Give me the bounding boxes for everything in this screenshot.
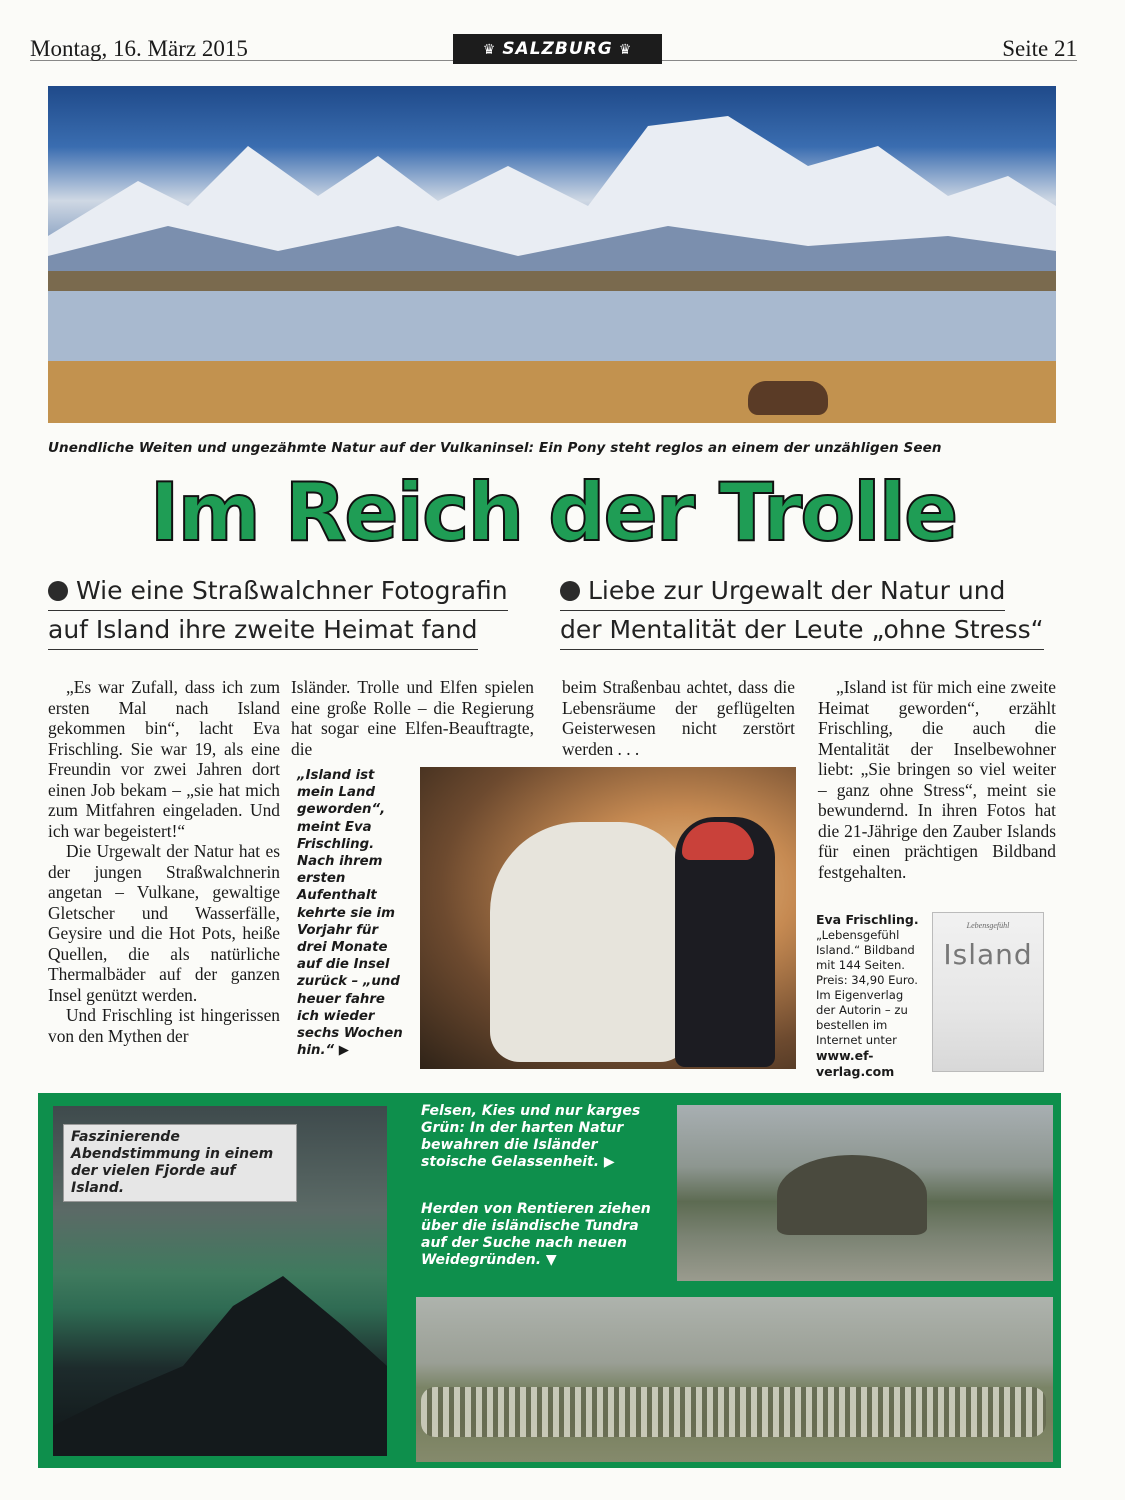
issue-date: Montag, 16. März 2015	[30, 36, 248, 61]
subhead-left-line1: Wie eine Straßwalchner Fotografin	[76, 576, 508, 605]
section-logo-text: SALZBURG	[502, 39, 613, 59]
paragraph: Die Urgewalt der Natur hat es der jungen Straßwalchnerin angetan – Vulkane, gewaltige Gletscher und Wasserfälle, Geysire und die Hot Pots, heiße Quellen, die als natürliche Thermalbäder auf der ganzen Insel genützt werden.	[48, 841, 280, 1005]
mountains-illustration	[48, 86, 1056, 423]
paragraph: Und Frischling ist hingerissen von den Mythen der	[48, 1005, 280, 1046]
photographer-with-horse-photo	[420, 767, 796, 1069]
rock-hill	[777, 1155, 927, 1235]
subhead-left	[48, 572, 543, 650]
bullet-icon	[48, 581, 68, 601]
book-cover-image	[932, 912, 1044, 1072]
subhead-right-line1: Liebe zur Urgewalt der Natur und	[588, 576, 1006, 605]
article-column-3	[562, 677, 795, 759]
subhead-right-line2: der Mentalität der Leute „ohne Stress“	[560, 615, 1044, 644]
book-author: Eva Frischling.	[816, 912, 919, 927]
paragraph: „Es war Zufall, dass ich zum ersten Mal nach Island gekommen bin“, lacht Eva Frischling. Sie war 19, als eine Freundin vor zwei Jahren dort einen Job bekam – „sie hat mich zum Mitfahren eingeladen. Und ich war begeistert!“	[48, 677, 280, 841]
article-column-2	[291, 677, 534, 759]
rocks-photo-caption: Felsen, Kies und nur karges Grün: In der harten Natur bewahren die Isländer stoische Gelassenheit. ▶	[421, 1103, 641, 1170]
headline: Im Reich der Trolle	[149, 466, 957, 559]
rocks-landscape-photo	[677, 1105, 1053, 1281]
paragraph: beim Straßenbau achtet, dass die Lebensräume der geflügelten Geisterwesen nicht zerstört werden . . .	[562, 677, 795, 759]
reindeer-herd	[421, 1387, 1046, 1437]
book-cover-subtitle: Lebensgefühl	[966, 921, 1010, 930]
article-column-4	[818, 677, 1056, 882]
reindeer-photo-caption: Herden von Rentieren ziehen über die isländische Tundra auf der Suche nach neuen Weidegründen. ▼	[421, 1201, 651, 1268]
bullet-icon	[560, 581, 580, 601]
article-column-1	[48, 677, 280, 1046]
book-info	[816, 912, 922, 1080]
paragraph: „Island ist für mich eine zweite Heimat geworden“, erzählt Frischling, die auch die Mentalität der Inselbewohner liebt: „Sie bringen so viel weiter – ganz ohne Stress“, meint sie bewundernd. In ihren Fotos hat die 21-Jährige den Zauber Islands für einen prächtigen Bildband festgehalten.	[818, 677, 1056, 882]
reindeer-herd-photo	[416, 1297, 1053, 1462]
white-horse	[490, 822, 690, 1062]
book-details: „Lebensgefühl Island.“ Bildband mit 144 Seiten. Preis: 34,90 Euro. Im Eigenverlag der Autorin – zu bestellen im Internet unter	[816, 928, 918, 1047]
pull-quote: „Island ist mein Land geworden“, meint Eva Frischling. Nach ihrem ersten Aufenthalt kehrte sie im Vorjahr für drei Monate auf die Insel zurück – „und heuer fahre ich wieder sechs Wochen hin.“ ▶	[297, 768, 403, 1059]
section-logo	[453, 34, 662, 64]
page-header	[30, 10, 1077, 61]
page-number: Seite 21	[1002, 36, 1077, 61]
top-photo-caption: Unendliche Weiten und ungezähmte Natur auf der Vulkaninsel: Ein Pony steht reglos an einem der unzähligen Seen	[48, 440, 942, 456]
subhead-right	[560, 572, 1060, 650]
pony	[748, 381, 828, 415]
book-cover-title: Island	[943, 938, 1033, 971]
night-photo-caption: Faszinierende Abendstimmung in einem der vielen Fjorde auf Island.	[63, 1124, 297, 1202]
subhead-left-line2: auf Island ihre zweite Heimat fand	[48, 615, 478, 644]
crown-icon: ♛	[618, 42, 633, 58]
paragraph: Isländer. Trolle und Elfen spielen eine große Rolle – die Regierung hat sogar eine Elfen-Beauftragte, die	[291, 677, 534, 759]
book-url: www.ef-verlag.com	[816, 1048, 895, 1079]
crown-icon: ♛	[482, 42, 497, 58]
lake-pony-photo	[48, 86, 1056, 423]
fjord-mountain-illustration	[53, 1246, 387, 1456]
